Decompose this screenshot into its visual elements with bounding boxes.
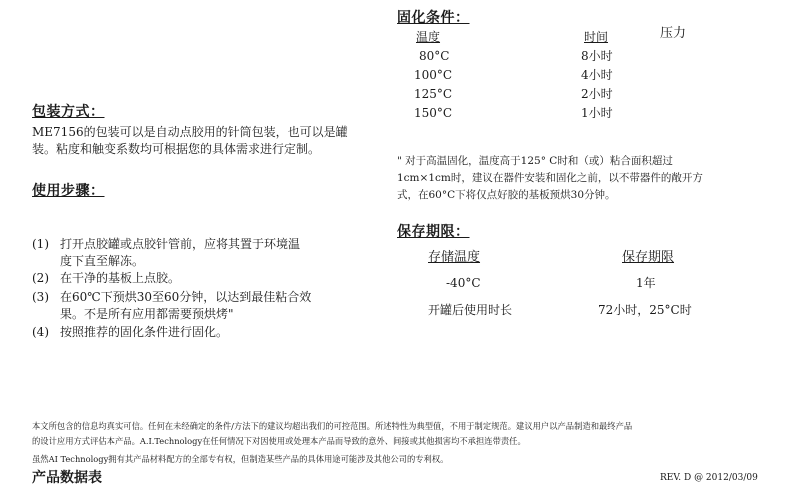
step-text: 打开点胶罐或点胶针管前，应将其置于环境温 [60,237,301,251]
cure-row-time: 2小时 [581,87,613,101]
step-number: (1) [32,237,49,251]
cure-col-time: 时间 [584,30,609,44]
cure-row-time: 1小时 [581,106,613,120]
step-number: (3) [32,290,49,304]
datasheet-title: 产品数据表 [32,470,102,486]
step-text: 在60℃下预烘30至60分钟，以达到最佳粘合效 [60,290,312,304]
cure-note-line: " 对于高温固化，温度高于125° C时和（或）粘合面积超过 [397,155,673,167]
packaging-line: ME7156的包装可以是自动点胶用的针筒包装，也可以是罐 [32,125,348,139]
storage-row-period: 1年 [636,276,656,290]
cure-row-temp: 80°C [419,49,450,63]
step-text: 按照推荐的固化条件进行固化。 [60,325,229,339]
disclaimer-line: 的设计应用方式评估本产品。A.I.Technology在任何情况下对因使用或处理本产品而导致的意外、间接或其他损害均不承担连带责任。 [32,436,526,446]
step-number: (4) [32,325,49,339]
cure-note-line: 1cm×1cm时，建议在器件安装和固化之前，以不带器件的敞开方 [397,172,703,184]
cure-row-time: 4小时 [581,68,613,82]
storage-col-period: 保存期限 [622,250,675,265]
packaging-line: 装。粘度和触变系数均可根据您的具体需求进行定制。 [32,142,321,156]
storage-row-period: 72小时，25°C时 [598,303,692,317]
cure-row-temp: 100°C [414,68,453,82]
usage-heading: 使用步骤： [32,183,105,199]
cure-heading: 固化条件： [397,10,470,26]
cure-row-time: 8小时 [581,49,613,63]
step-number: (2) [32,271,49,285]
storage-row-temp: 开罐后使用时长 [428,303,513,317]
disclaimer-line: 本文所包含的信息均真实可信。任何在未经确定的条件/方法下的建议均超出我们的可控范围。所述特性为典型值，不用于制定规范。建议用户以产品制造和最终产品 [32,421,633,431]
storage-row-temp: -40°C [446,276,481,290]
storage-heading: 保存期限： [397,224,470,240]
disclaimer-line: 虽然AI Technology拥有其产品材料配方的全部专有权，但制造某些产品的具体用途可能涉及其他公司的专利权。 [32,454,449,464]
cure-row-temp: 125°C [414,87,453,101]
packaging-heading: 包装方式： [32,104,105,120]
cure-note-line: 式，在60°C下将仅点好胶的基板预烘30分钟。 [397,189,616,201]
cure-col-temp: 温度 [416,30,441,44]
storage-col-temp: 存储温度 [428,250,481,265]
cure-col-pressure: 压力 [660,26,687,41]
cure-row-temp: 150°C [414,106,453,120]
revision-label: REV. D @ 2012/03/09 [660,473,758,483]
step-text: 在干净的基板上点胶。 [60,271,181,285]
step-text: 度下直至解冻。 [60,254,145,268]
step-text: 果。不是所有应用都需要预烘烤" [60,307,234,321]
